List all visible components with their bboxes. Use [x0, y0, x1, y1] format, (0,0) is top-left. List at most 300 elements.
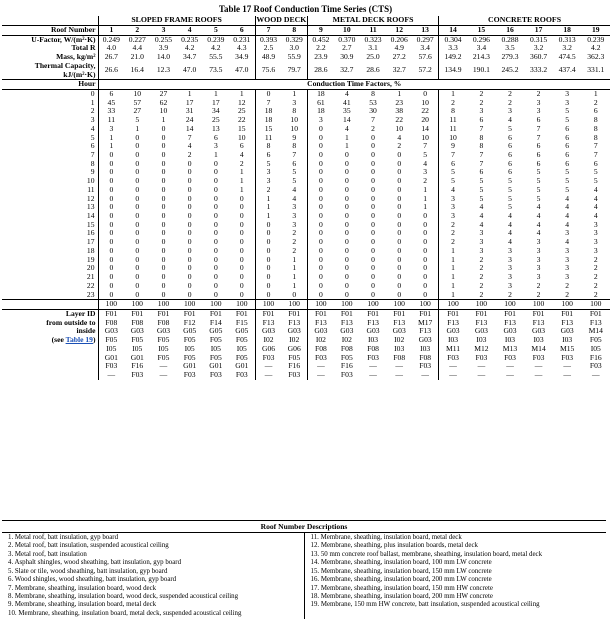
- ctf-value: 10: [290, 124, 298, 133]
- ctf-value: 4: [508, 229, 512, 238]
- ctf-value: 4: [187, 142, 192, 151]
- layer-id: F01: [496, 309, 525, 318]
- property-value: 28.6: [308, 62, 334, 80]
- property-value: 0.239: [587, 35, 605, 44]
- layer-id: F03: [235, 370, 248, 379]
- property-value: 0.206: [390, 35, 408, 44]
- ctf-value: 2: [536, 281, 541, 290]
- property-value: 0.231: [233, 35, 251, 44]
- ctf-value: 0: [161, 220, 166, 229]
- ctf-value: 4: [423, 159, 428, 168]
- property-value: 16.4: [130, 65, 144, 75]
- ctf-value: 0: [109, 255, 114, 264]
- roof-description-item: 2. Metal roof, batt insulation, suspended acoustical ceiling: [8, 542, 169, 550]
- ctf-value: 7: [187, 133, 192, 142]
- ctf-value: 0: [308, 186, 334, 195]
- layer-id: G01: [130, 353, 144, 362]
- property-value: 26.7: [104, 53, 118, 62]
- ctf-value: 3: [508, 264, 512, 273]
- ctf-value: 0: [213, 177, 218, 186]
- ctf-value: 1: [439, 264, 468, 273]
- property-value: 3.2: [533, 44, 544, 53]
- ctf-value: 1: [187, 89, 192, 98]
- ctf-value: 53: [369, 98, 377, 107]
- property-value: 57.2: [418, 65, 432, 75]
- ctf-value: 0: [371, 151, 375, 160]
- roof-description-item: 3. Metal roof, batt insulation: [8, 550, 87, 558]
- ctf-value: 17: [212, 98, 220, 107]
- roof-description-item: 9. Membrane, sheathing, insulation board, metal deck: [8, 601, 157, 609]
- ctf-label: Conduction Time Factors, %: [98, 80, 610, 90]
- property-value: 3.0: [289, 44, 299, 53]
- layer-id: F08: [367, 344, 379, 353]
- ctf-value: 0: [423, 290, 428, 299]
- layer-id: F01: [281, 309, 307, 318]
- ctf-value: 10: [133, 89, 142, 98]
- ctf-value: 3: [109, 124, 114, 133]
- hour-row: [2, 212, 610, 221]
- ctf-value: 3: [423, 168, 428, 177]
- layer-id: —: [421, 370, 429, 379]
- layer-id: F01: [229, 309, 255, 318]
- roof-number-cell: 2: [124, 25, 150, 35]
- layer-id: G05: [235, 327, 249, 336]
- ctf-value: 8: [292, 107, 297, 116]
- ctf-value: 0: [308, 203, 334, 212]
- layer-id: F13: [589, 318, 602, 327]
- layer-id: F15: [235, 318, 248, 327]
- ctf-value: 0: [135, 151, 140, 160]
- ctf-value: 4: [536, 203, 541, 212]
- ctf-value: 4: [508, 116, 512, 125]
- total-value: 100: [439, 300, 468, 310]
- layer-id: F03: [131, 370, 144, 379]
- hour-row: [2, 203, 610, 212]
- ctf-value: 0: [109, 168, 114, 177]
- roof-description-item: 7. Membrane, sheathing, insulation board, wood deck: [8, 584, 157, 592]
- layer-id: I05: [590, 344, 601, 353]
- roof-number-cell: 14: [439, 25, 468, 35]
- ctf-value: 7: [479, 151, 484, 160]
- ctf-value: 6: [536, 159, 541, 168]
- ctf-value: 4: [565, 203, 570, 212]
- ctf-value: 0: [371, 142, 375, 151]
- ctf-value: 3: [536, 98, 541, 107]
- layer-id: —: [534, 370, 543, 379]
- property-value: 75.6: [255, 62, 281, 80]
- layer-id: F05: [288, 353, 301, 362]
- ctf-value: 0: [423, 220, 428, 229]
- ctf-value: 0: [109, 177, 114, 186]
- ctf-value: 5: [536, 177, 541, 186]
- ctf-value: 3: [508, 255, 512, 264]
- ctf-value: 0: [397, 159, 402, 168]
- ctf-value: 5: [292, 168, 297, 177]
- layer-id: I05: [132, 344, 143, 353]
- ctf-value: 0: [255, 273, 281, 282]
- layer-row: [2, 371, 610, 380]
- roof-description-item: 14. Membrane, sheathing, insulation board, 100 mm LW concrete: [310, 559, 492, 567]
- ctf-value: 0: [213, 185, 218, 194]
- layer-id: F03: [209, 370, 222, 379]
- ctf-value: 1: [213, 89, 218, 98]
- property-value: 30.9: [340, 53, 354, 62]
- descriptions-right-column: [305, 533, 607, 619]
- layer-id: F03: [439, 354, 468, 363]
- ctf-value: 0: [161, 159, 166, 168]
- layer-id: F03: [561, 353, 574, 362]
- ctf-value: 27: [159, 89, 168, 98]
- ctf-value: 0: [397, 264, 402, 273]
- roof-number-cell: 9: [308, 25, 334, 35]
- layer-id: —: [159, 362, 168, 371]
- layer-id: I02: [255, 336, 281, 345]
- hour-number: 7: [2, 151, 98, 160]
- ctf-value: 7: [593, 151, 598, 160]
- hour-number: 22: [2, 282, 98, 291]
- layer-id: F01: [553, 309, 582, 318]
- ctf-value: 11: [439, 125, 468, 134]
- ctf-value: 2: [479, 273, 484, 282]
- ctf-value: 0: [213, 238, 218, 247]
- ctf-value: 3: [593, 229, 598, 238]
- ctf-value: 0: [371, 273, 375, 282]
- ctf-value: 0: [371, 281, 375, 290]
- layer-id: F01: [150, 309, 176, 318]
- table-19-link[interactable]: Table 19: [65, 336, 93, 345]
- hour-number: 11: [2, 186, 98, 195]
- ctf-value: 0: [397, 229, 402, 238]
- ctf-value: 0: [344, 220, 349, 229]
- property-label: [2, 53, 98, 62]
- ctf-value: 0: [135, 142, 140, 151]
- property-row: [2, 35, 610, 44]
- hour-row: [2, 229, 610, 238]
- ctf-value: 3: [308, 116, 334, 125]
- roof-number-cell: 10: [334, 25, 360, 35]
- property-value: 0.296: [472, 35, 490, 44]
- ctf-value: 7: [255, 99, 281, 108]
- property-value: 0.370: [338, 35, 356, 44]
- property-label-text: Total R: [71, 44, 96, 53]
- hour-header-row: [2, 80, 610, 90]
- ctf-value: 5: [135, 116, 140, 125]
- layer-id: —: [159, 370, 168, 379]
- property-value: 47.0: [235, 65, 249, 75]
- ctf-value: 0: [344, 185, 349, 194]
- ctf-value: 3: [565, 89, 570, 98]
- hour-number: 20: [2, 264, 98, 273]
- ctf-value: 6: [565, 124, 570, 133]
- ctf-value: 3: [593, 246, 598, 255]
- ctf-value: 0: [397, 273, 402, 282]
- ctf-value: 0: [135, 203, 140, 212]
- layer-id: F01: [386, 309, 412, 318]
- ctf-value: 1: [292, 281, 297, 290]
- layer-row: [2, 309, 610, 318]
- roof-number-cell: 8: [281, 25, 307, 35]
- layer-id: F12: [183, 318, 196, 327]
- ctf-value: 0: [371, 177, 375, 186]
- ctf-value: 0: [213, 281, 218, 290]
- ctf-value: 2: [255, 186, 281, 195]
- property-value: 437.4: [558, 65, 576, 75]
- property-value: 32.7: [392, 65, 406, 75]
- property-value: 23.9: [308, 53, 334, 62]
- ctf-value: 1: [292, 89, 297, 98]
- ctf-value: 7: [371, 116, 375, 125]
- ctf-value: 0: [187, 203, 192, 212]
- property-value: 331.1: [587, 65, 605, 75]
- property-value: 3.9: [158, 44, 169, 53]
- ctf-value: 0: [371, 168, 375, 177]
- property-value: 55.5: [209, 53, 223, 62]
- ctf-value: 2: [292, 238, 297, 247]
- property-row: [2, 53, 610, 62]
- ctf-value: 0: [161, 203, 166, 212]
- property-value: 4.9: [394, 44, 404, 53]
- ctf-value: 1: [239, 89, 244, 98]
- layer-id: —: [308, 362, 334, 371]
- hour-row: [2, 142, 610, 151]
- ctf-value: 0: [239, 264, 244, 273]
- total-value: 100: [581, 300, 610, 310]
- layer-id: F13: [475, 318, 488, 327]
- ctf-value: 0: [109, 246, 114, 255]
- layer-id: F01: [524, 309, 553, 318]
- layer-id: G03: [287, 327, 301, 336]
- layer-row: [2, 336, 610, 345]
- hour-number: 9: [2, 168, 98, 177]
- layer-id: F05: [340, 353, 353, 362]
- property-value: 47.0: [183, 65, 197, 75]
- layer-id: F01: [255, 309, 281, 318]
- ctf-value: 5: [536, 168, 541, 177]
- group-header: SLOPED FRAME ROOFS: [98, 16, 255, 25]
- ctf-value: 9: [439, 142, 468, 151]
- hour-number: 17: [2, 238, 98, 247]
- layer-id: I03: [562, 336, 573, 345]
- ctf-value: 3: [439, 212, 468, 221]
- ctf-value: 24: [185, 116, 194, 125]
- ctf-value: 7: [536, 133, 541, 142]
- ctf-value: 0: [423, 246, 428, 255]
- total-value: 100: [98, 300, 124, 310]
- ctf-value: 3: [292, 220, 297, 229]
- hour-row: [2, 195, 610, 204]
- ctf-value: 0: [308, 256, 334, 265]
- ctf-value: 12: [238, 98, 246, 107]
- ctf-value: 6: [479, 116, 484, 125]
- hour-row: [2, 151, 610, 160]
- ctf-value: 0: [344, 194, 349, 203]
- ctf-value: 10: [439, 134, 468, 143]
- hour-number: 6: [2, 142, 98, 151]
- layer-id: I05: [184, 344, 195, 353]
- layer-id: F01: [124, 309, 150, 318]
- property-value: 3.2: [562, 44, 572, 53]
- layer-id: F13: [288, 318, 301, 327]
- ctf-value: 2: [593, 281, 598, 290]
- ctf-value: 0: [135, 212, 140, 221]
- ctf-value: 14: [343, 116, 351, 125]
- property-label-text: Mass, kg/m²: [56, 53, 96, 62]
- layer-id: F03: [255, 354, 281, 363]
- ctf-value: 0: [371, 229, 375, 238]
- property-label: [2, 35, 98, 44]
- ctf-value: 5: [508, 185, 512, 194]
- roof-number-cell: 19: [581, 25, 610, 35]
- layer-id: G03: [503, 327, 517, 336]
- ctf-value: 7: [536, 124, 541, 133]
- ctf-value: 14: [185, 124, 194, 133]
- ctf-value: 3: [508, 246, 512, 255]
- layer-id: I02: [341, 336, 352, 345]
- hour-row: [2, 221, 610, 230]
- ctf-value: 3: [508, 281, 512, 290]
- ctf-value: 0: [213, 264, 218, 273]
- layer-id: F08: [308, 345, 334, 354]
- property-value: 12.3: [156, 65, 171, 75]
- ctf-value: 0: [213, 229, 218, 238]
- ctf-value: 0: [423, 264, 428, 273]
- layer-row: [2, 327, 610, 336]
- ctf-value: 3: [255, 177, 281, 186]
- ctf-value: 0: [213, 168, 218, 177]
- ctf-value: 0: [308, 282, 334, 291]
- property-value: 3.1: [368, 44, 378, 53]
- ctf-value: 0: [135, 264, 140, 273]
- ctf-value: 4: [292, 185, 297, 194]
- ctf-value: 0: [161, 142, 166, 151]
- layer-id: G06: [287, 344, 301, 353]
- ctf-value: 27: [133, 107, 142, 116]
- property-value: 0.323: [364, 35, 382, 44]
- layer-id: F03: [105, 362, 118, 371]
- ctf-value: 0: [308, 221, 334, 230]
- ctf-value: 6: [109, 89, 114, 98]
- ctf-value: 5: [439, 177, 468, 186]
- ctf-value: 0: [109, 264, 114, 273]
- layer-id: —: [591, 370, 600, 379]
- ctf-value: 0: [308, 212, 334, 221]
- ctf-value: 3: [536, 273, 541, 282]
- ctf-value: 1: [239, 168, 244, 177]
- total-value: 100: [412, 300, 438, 310]
- ctf-value: 0: [397, 255, 402, 264]
- ctf-value: 3: [255, 168, 281, 177]
- ctf-value: 3: [536, 107, 541, 116]
- property-value: 0.304: [439, 35, 468, 44]
- layer-id: I02: [394, 336, 405, 345]
- property-value: 0.329: [285, 35, 303, 44]
- ctf-value: 3: [593, 220, 598, 229]
- total-value: 100: [281, 300, 307, 310]
- ctf-value: 5: [565, 185, 570, 194]
- ctf-value: 4: [479, 212, 484, 221]
- ctf-value: 0: [239, 203, 244, 212]
- ctf-value: 0: [371, 264, 375, 273]
- property-value: 34.7: [183, 53, 197, 62]
- hour-number: 5: [2, 134, 98, 143]
- ctf-value: 0: [161, 229, 166, 238]
- ctf-value: 1: [109, 133, 114, 142]
- ctf-value: 2: [593, 98, 598, 107]
- layer-id: G03: [439, 327, 468, 336]
- hour-number: 1: [2, 99, 98, 108]
- ctf-value: 6: [536, 142, 541, 151]
- ctf-value: 0: [371, 133, 375, 142]
- layer-id: F05: [589, 336, 602, 345]
- layer-id: I03: [420, 344, 431, 353]
- layer-id: I05: [210, 344, 221, 353]
- ctf-value: 2: [439, 99, 468, 108]
- layer-row: [2, 345, 610, 354]
- hour-number: 19: [2, 256, 98, 265]
- ctf-value: 0: [423, 229, 428, 238]
- roof-description-item: 16. Membrane, sheathing, insulation board, 200 mm LW concrete: [310, 576, 492, 584]
- ctf-value: 2: [439, 238, 468, 247]
- property-value: 279.3: [501, 53, 519, 62]
- layer-id: F08: [157, 318, 170, 327]
- ctf-value: 0: [187, 212, 192, 221]
- ctf-value: 0: [371, 238, 375, 247]
- total-value: 100: [524, 300, 553, 310]
- ctf-value: 0: [109, 185, 114, 194]
- ctf-value: 6: [508, 151, 512, 160]
- layer-id: F05: [209, 336, 222, 345]
- roof-number-cell: 5: [203, 25, 229, 35]
- ctf-value: 18: [308, 89, 334, 98]
- ctf-value: 0: [135, 255, 140, 264]
- layer-id: G03: [104, 327, 118, 336]
- ctf-value: 0: [344, 281, 349, 290]
- ctf-value: 30: [369, 107, 377, 116]
- ctf-value: 5: [423, 151, 428, 160]
- ctf-value: 0: [344, 273, 349, 282]
- ctf-value: 0: [255, 256, 281, 265]
- ctf-value: 2: [397, 142, 402, 151]
- ctf-value: 0: [161, 273, 166, 282]
- roof-description-item: 1. Metal roof, batt insulation, gyp board: [8, 534, 119, 541]
- ctf-value: 10: [159, 107, 168, 116]
- ctf-value: 4: [397, 133, 402, 142]
- ctf-value: 0: [255, 291, 281, 300]
- ctf-value: 0: [213, 290, 218, 299]
- property-value: 0.313: [558, 35, 576, 44]
- ctf-value: 4: [239, 151, 244, 160]
- total-value: 100: [467, 300, 496, 310]
- layer-label: [2, 371, 98, 380]
- roof-description-item: 12. Membrane, sheathing, plus insulation boards, metal deck: [310, 542, 478, 550]
- hour-row: [2, 177, 610, 186]
- layer-id: F16: [340, 362, 353, 371]
- property-value: 3.3: [439, 44, 468, 53]
- property-value: 55.9: [287, 53, 301, 62]
- ctf-value: 1: [292, 264, 297, 273]
- descriptions-title: Roof Number Descriptions: [2, 521, 606, 533]
- ctf-value: 0: [187, 229, 192, 238]
- layer-see-suffix: ): [92, 336, 96, 345]
- ctf-value: 0: [371, 290, 375, 299]
- property-value: 32.7: [340, 65, 354, 75]
- ctf-value: 8: [479, 142, 484, 151]
- layer-id: F01: [98, 309, 124, 318]
- layer-id: —: [395, 370, 404, 379]
- roof-description-item: 17. Membrane, sheathing, insulation board, 150 mm HW concrete: [310, 584, 493, 592]
- ctf-value: 1: [255, 195, 281, 204]
- ctf-value: 0: [239, 246, 244, 255]
